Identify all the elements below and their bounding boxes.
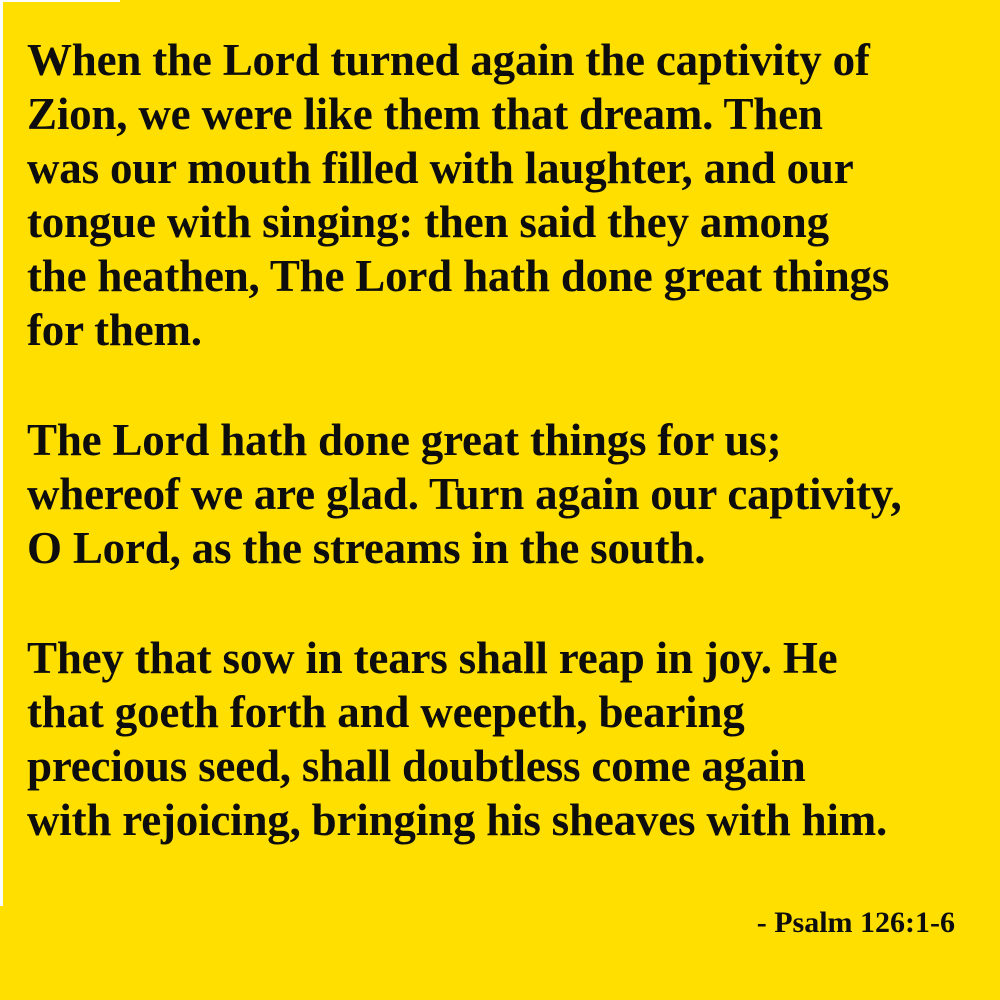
verse-line: was our mouth filled with laughter, and our	[27, 143, 854, 193]
verse-line: The Lord hath done great things for us;	[27, 415, 782, 465]
verse-paragraph-3	[27, 631, 955, 847]
verse-line: tongue with singing: then said they among	[27, 197, 829, 247]
verse-line: O Lord, as the streams in the south.	[27, 523, 706, 573]
verse-line: Zion, we were like them that dream. Then	[27, 89, 823, 139]
verse-line: for them.	[27, 305, 202, 355]
verse-line: precious seed, shall doubtless come again	[27, 741, 806, 791]
scripture-reference: - Psalm 126:1-6	[756, 906, 955, 939]
verse-paragraph-2	[27, 413, 955, 575]
verse-line: the heathen, The Lord hath done great things	[27, 251, 890, 301]
verse-line: that goeth forth and weepeth, bearing	[27, 687, 745, 737]
verse-line: They that sow in tears shall reap in joy. He	[27, 633, 838, 683]
verse-line: with rejoicing, bringing his sheaves with him.	[27, 795, 888, 845]
verse-line: When the Lord turned again the captivity of	[27, 35, 870, 85]
verse-paragraph-1	[27, 33, 955, 357]
verse-line: whereof we are glad. Turn again our captivity,	[27, 469, 902, 519]
